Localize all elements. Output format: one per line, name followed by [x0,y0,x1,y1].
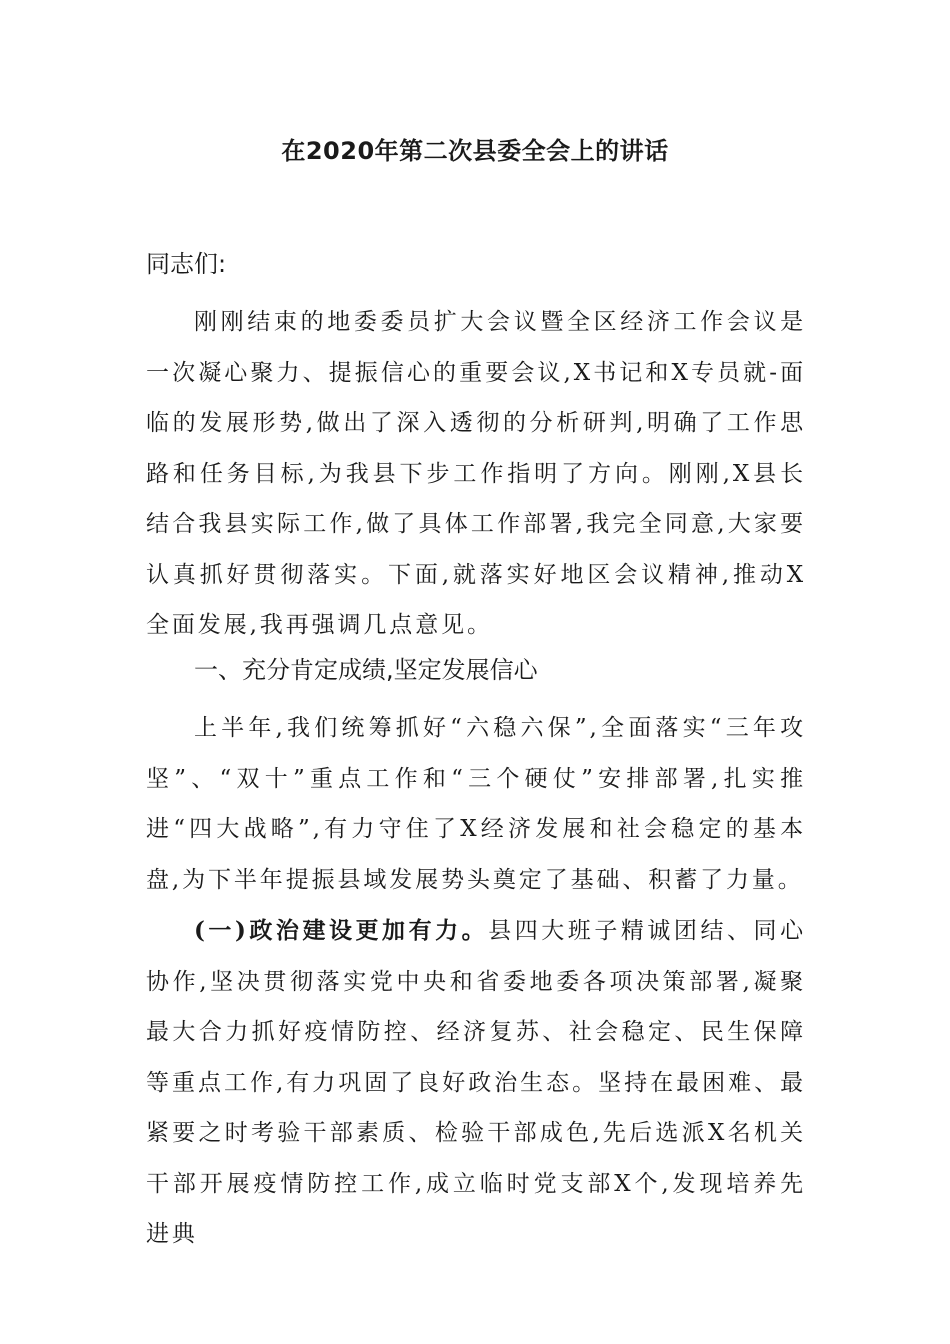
section-paragraph: 上半年,我们统筹抓好“六稳六保”,全面落实“三年攻坚”、“双十”重点工作和“三个硬仗”安排部署,扎实推进“四大战略”,有力守住了X经济发展和社会稳定的基本盘,为下半年提振县域发展势头奠定了基础、积蓄了力量。 [146,715,806,893]
opening-paragraph: 刚刚结束的地委委员扩大会议暨全区经济工作会议是一次凝心聚力、提振信心的重要会议,X书记和X专员就-面临的发展形势,做出了深入透彻的分析研判,明确了工作思路和任务目标,为我县下步工作指明了方向。刚刚,X县长结合我县实际工作,做了具体工作部署,我完全同意,大家要认真抓好贯彻落实。下面,就落实好地区会议精神,推动X全面发展,我再强调几点意见。 [146,309,806,638]
document-title: 在2020年第二次县委全会上的讲话 [281,137,669,165]
subsection-paragraph [146,906,806,1260]
subsection-text: 县四大班子精诚团结、同心协作,坚决贯彻落实党中央和省委地委各项决策部署,凝聚最大合力抓好疫情防控、经济复苏、社会稳定、民生保障等重点工作,有力巩固了良好政治生态。坚持在最困难、最紧要之时考验干部素质、检验干部成色,先后选派X名机关干部开展疫情防控工作,成立临时党支部X个,发现培养先进典 [146,918,806,1247]
salutation: 同志们: [146,250,227,278]
section-heading: 一、充分肯定成绩,坚定发展信心 [194,656,538,684]
subsection-heading: (一)政治建设更加有力。 [194,917,489,944]
